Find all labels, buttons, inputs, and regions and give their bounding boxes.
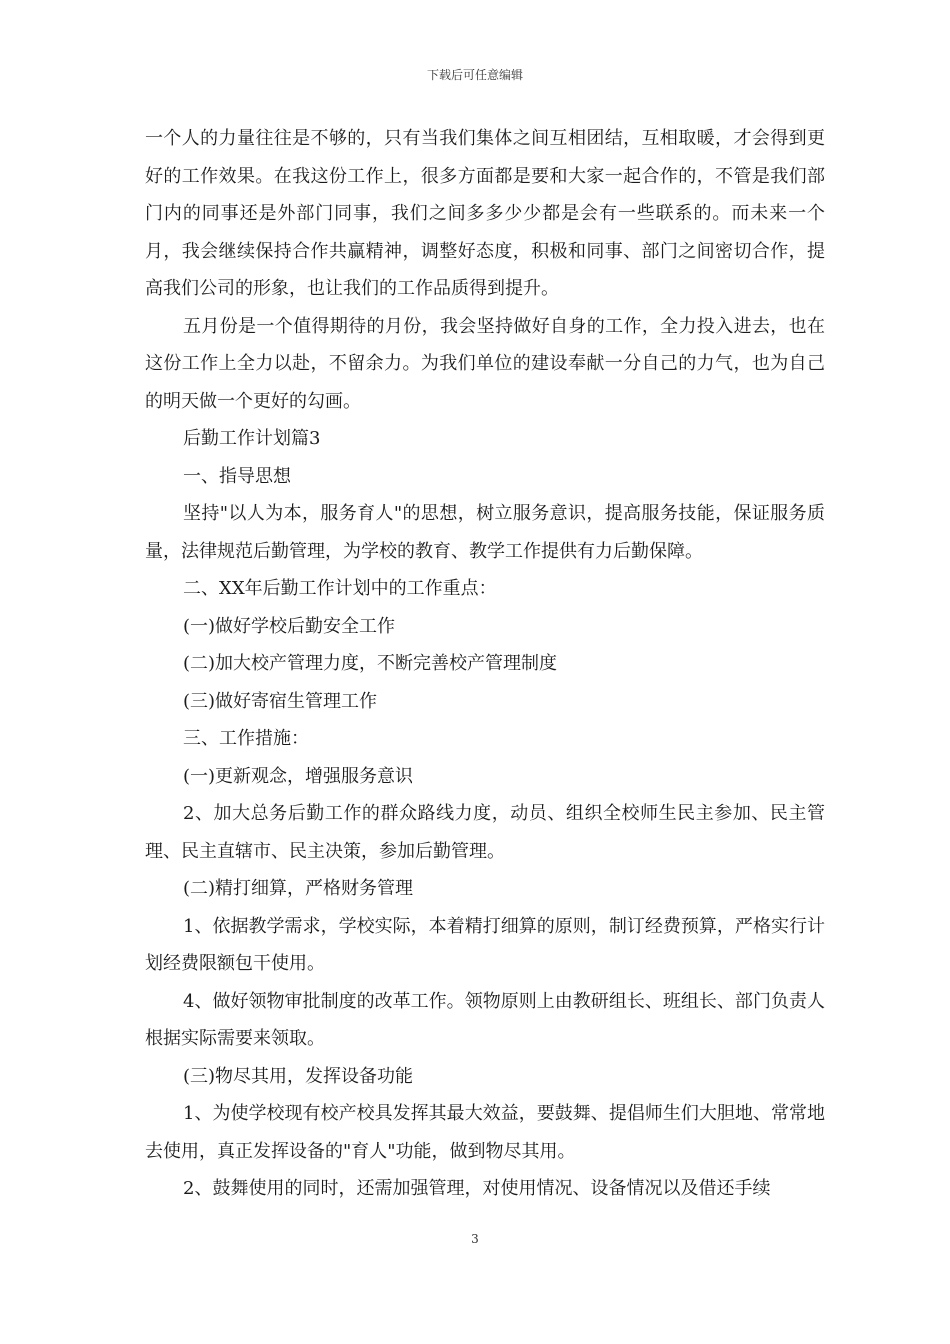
paragraph-mass-line: 2、加大总务后勤工作的群众路线力度，动员、组织全校师生民主参加、民主管理、民主直辖市、民主决策，参加后勤管理。 xyxy=(145,803,825,862)
subheading-equipment: (三)物尽其用，发挥设备功能 xyxy=(183,1065,414,1087)
list-item-safety: (一)做好学校后勤安全工作 xyxy=(183,615,396,637)
document-body xyxy=(145,120,825,1208)
paragraph-guiding-ideology: 坚持"以人为本，服务育人"的思想，树立服务意识，提高服务技能，保证服务质量，法律规范后勤管理，为学校的教育、教学工作提供有力后勤保障。 xyxy=(145,503,825,562)
page-header: 下载后可任意编辑 xyxy=(426,68,523,82)
paragraph-budget: 1、依据教学需求，学校实际，本着精打细算的原则，制订经费预算，严格实行计划经费限额包干使用。 xyxy=(145,915,825,974)
subheading-update-concepts: (一)更新观念，增强服务意识 xyxy=(183,765,414,787)
heading-work-focus: 二、XX年后勤工作计划中的工作重点： xyxy=(183,578,497,599)
page-number: 3 xyxy=(471,1232,479,1246)
paragraph-may-outlook: 五月份是一个值得期待的月份，我会坚持做好自身的工作，全力投入进去，也在这份工作上全力以赴，不留余力。为我们单位的建设奉献一分自己的力气，也为自己的明天做一个更好的勾画。 xyxy=(145,315,825,412)
section-title: 后勤工作计划篇3 xyxy=(183,428,321,449)
list-item-asset-management: (二)加大校产管理力度，不断完善校产管理制度 xyxy=(183,653,558,674)
paragraph-equipment-use: 1、为使学校现有校产校具发挥其最大效益，要鼓舞、提倡师生们大胆地、常常地去使用，真正发挥设备的"育人"功能，做到物尽其用。 xyxy=(145,1103,825,1162)
heading-guiding-ideology: 一、指导思想 xyxy=(183,465,291,487)
list-item-boarding: (三)做好寄宿生管理工作 xyxy=(183,690,378,712)
subheading-finance: (二)精打细算，严格财务管理 xyxy=(183,878,414,899)
paragraph-teamwork: 一个人的力量往往是不够的，只有当我们集体之间互相团结，互相取暖，才会得到更好的工作效果。在我这份工作上，很多方面都是要和大家一起合作的，不管是我们部门内的同事还是外部门同事，我们之间多多少少都是会有一些联系的。而未来一个月，我会继续保持合作共赢精神，调整好态度，积极和同事、部门之间密切合作，提高我们公司的形象，也让我们的工作品质得到提升。 xyxy=(145,128,825,299)
paragraph-requisition: 4、做好领物审批制度的改革工作。领物原则上由教研组长、班组长、部门负责人根据实际需要来领取。 xyxy=(145,990,825,1049)
paragraph-equipment-management: 2、鼓舞使用的同时，还需加强管理，对使用情况、设备情况以及借还手续 xyxy=(183,1178,771,1199)
heading-work-measures: 三、工作措施： xyxy=(183,728,309,749)
